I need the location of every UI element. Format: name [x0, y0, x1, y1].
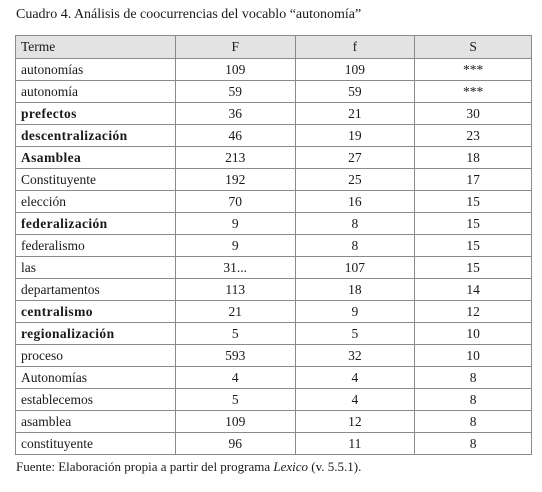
term-cell: centralismo — [16, 301, 176, 323]
term-cell: elección — [16, 191, 176, 213]
term-cell: departamentos — [16, 279, 176, 301]
table-row — [16, 169, 532, 191]
F-cell: 5 — [175, 389, 295, 411]
S-cell: 15 — [415, 191, 532, 213]
f-cell: 9 — [295, 301, 415, 323]
F-cell: 113 — [175, 279, 295, 301]
header-f: f — [295, 36, 415, 59]
table-row — [16, 367, 532, 389]
term-cell: prefectos — [16, 103, 176, 125]
f-cell: 21 — [295, 103, 415, 125]
term-cell: Constituyente — [16, 169, 176, 191]
F-cell: 59 — [175, 81, 295, 103]
F-cell: 192 — [175, 169, 295, 191]
f-cell: 18 — [295, 279, 415, 301]
table-row — [16, 411, 532, 433]
f-cell: 4 — [295, 389, 415, 411]
table-row — [16, 147, 532, 169]
term-cell: federalismo — [16, 235, 176, 257]
term-cell: regionalización — [16, 323, 176, 345]
table-row — [16, 81, 532, 103]
term-cell: autonomías — [16, 59, 176, 81]
f-cell: 27 — [295, 147, 415, 169]
table-header-row — [16, 36, 532, 59]
F-cell: 21 — [175, 301, 295, 323]
F-cell: 5 — [175, 323, 295, 345]
F-cell: 31... — [175, 257, 295, 279]
f-cell: 11 — [295, 433, 415, 455]
S-cell: *** — [415, 81, 532, 103]
table-caption: Cuadro 4. Análisis de coocurrencias del vocablo “autonomía” — [16, 7, 362, 22]
f-cell: 19 — [295, 125, 415, 147]
table-row — [16, 257, 532, 279]
term-cell: constituyente — [16, 433, 176, 455]
table-row — [16, 301, 532, 323]
F-cell: 96 — [175, 433, 295, 455]
S-cell: 8 — [415, 411, 532, 433]
f-cell: 4 — [295, 367, 415, 389]
F-cell: 70 — [175, 191, 295, 213]
F-cell: 9 — [175, 213, 295, 235]
table-row — [16, 125, 532, 147]
footnote-program: Lexico — [273, 459, 309, 474]
S-cell: 15 — [415, 213, 532, 235]
f-cell: 25 — [295, 169, 415, 191]
S-cell: 17 — [415, 169, 532, 191]
table-row — [16, 389, 532, 411]
F-cell: 9 — [175, 235, 295, 257]
S-cell: 10 — [415, 345, 532, 367]
F-cell: 593 — [175, 345, 295, 367]
f-cell: 32 — [295, 345, 415, 367]
F-cell: 46 — [175, 125, 295, 147]
S-cell: 14 — [415, 279, 532, 301]
header-S: S — [415, 36, 532, 59]
table-row — [16, 59, 532, 81]
S-cell: 8 — [415, 389, 532, 411]
table-row — [16, 213, 532, 235]
S-cell: 10 — [415, 323, 532, 345]
S-cell: 30 — [415, 103, 532, 125]
F-cell: 36 — [175, 103, 295, 125]
term-cell: autonomía — [16, 81, 176, 103]
term-cell: descentralización — [16, 125, 176, 147]
header-F: F — [175, 36, 295, 59]
S-cell: 15 — [415, 257, 532, 279]
table-row — [16, 235, 532, 257]
f-cell: 107 — [295, 257, 415, 279]
term-cell: establecemos — [16, 389, 176, 411]
table-row — [16, 191, 532, 213]
F-cell: 4 — [175, 367, 295, 389]
f-cell: 16 — [295, 191, 415, 213]
footnote-prefix: Fuente: Elaboración propia a partir del programa — [16, 459, 274, 474]
term-cell: asamblea — [16, 411, 176, 433]
f-cell: 8 — [295, 213, 415, 235]
f-cell: 8 — [295, 235, 415, 257]
term-cell: proceso — [16, 345, 176, 367]
S-cell: 8 — [415, 433, 532, 455]
table-row — [16, 433, 532, 455]
header-term: Terme — [16, 36, 176, 59]
table-row — [16, 103, 532, 125]
S-cell: 18 — [415, 147, 532, 169]
table-row — [16, 323, 532, 345]
term-cell: Autonomías — [16, 367, 176, 389]
F-cell: 109 — [175, 59, 295, 81]
f-cell: 109 — [295, 59, 415, 81]
term-cell: federalización — [16, 213, 176, 235]
table-row — [16, 345, 532, 367]
table-body — [16, 59, 532, 455]
term-cell: Asamblea — [16, 147, 176, 169]
term-cell: las — [16, 257, 176, 279]
S-cell: 12 — [415, 301, 532, 323]
f-cell: 59 — [295, 81, 415, 103]
S-cell: 15 — [415, 235, 532, 257]
table-row — [16, 279, 532, 301]
f-cell: 12 — [295, 411, 415, 433]
F-cell: 213 — [175, 147, 295, 169]
S-cell: 23 — [415, 125, 532, 147]
source-footnote — [16, 459, 361, 475]
cooccurrence-table — [15, 35, 532, 455]
F-cell: 109 — [175, 411, 295, 433]
S-cell: *** — [415, 59, 532, 81]
footnote-suffix: (v. 5.5.1). — [308, 459, 362, 474]
S-cell: 8 — [415, 367, 532, 389]
f-cell: 5 — [295, 323, 415, 345]
